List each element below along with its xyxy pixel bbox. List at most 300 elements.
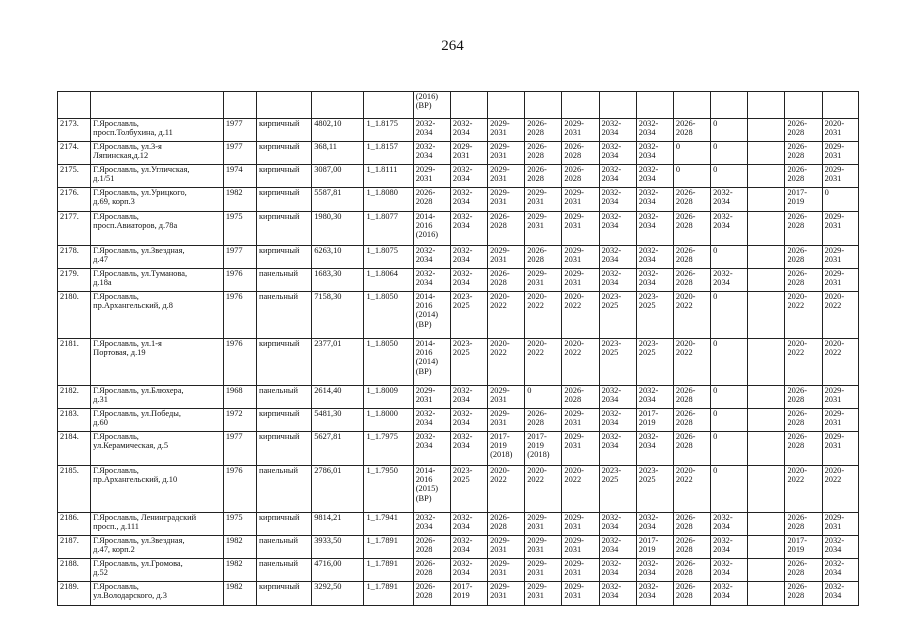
cell-date: 2029- 2031	[562, 559, 599, 582]
cell-area: 1683,30	[312, 269, 364, 292]
cell-date: 0	[822, 188, 858, 212]
cell-date	[748, 409, 785, 432]
cell-address: Г.Ярославль, ул.1-я Портовая, д.19	[91, 339, 224, 386]
cell-date: 2029- 2031	[562, 188, 599, 212]
cell-date: 2032- 2034	[599, 386, 636, 409]
cell-date: 2032- 2034	[450, 246, 487, 269]
cell-date: 2026- 2028	[673, 582, 710, 606]
cell-material: кирпичный	[256, 119, 311, 142]
cell-date: 2026- 2028	[673, 513, 710, 536]
cell-date: 2029- 2031	[488, 165, 525, 188]
cell-date: 0	[711, 165, 748, 188]
cell-material: панельный	[256, 536, 311, 559]
cell-date: 2023- 2025	[636, 292, 673, 339]
cell-date: 2032- 2034	[599, 188, 636, 212]
cell-date	[748, 212, 785, 246]
cell-date: 2032- 2034	[450, 513, 487, 536]
cell-num: 2187.	[58, 536, 91, 559]
cell-code: 1_1.8064	[364, 269, 413, 292]
cell-date: 0	[711, 142, 748, 165]
cell-num: 2176.	[58, 188, 91, 212]
cell-date: 2020- 2022	[488, 339, 525, 386]
cell-date: 2032- 2034	[636, 246, 673, 269]
cell-date: 2029- 2031	[525, 582, 562, 606]
cell-date: 2029- 2031	[488, 386, 525, 409]
cell-date: 2029- 2031	[525, 559, 562, 582]
cell-date: 2020- 2022	[785, 292, 822, 339]
cell-num: 2180.	[58, 292, 91, 339]
cell-date: 2032- 2034	[413, 432, 450, 466]
cell-date: 2020- 2022	[673, 292, 710, 339]
cell-date	[748, 292, 785, 339]
cell-date: 2032- 2034	[413, 409, 450, 432]
cell-date: 2020- 2022	[822, 339, 858, 386]
cell-year: 1975	[223, 513, 256, 536]
cell-date: 2032- 2034	[599, 536, 636, 559]
cell-address: Г.Ярославль, ул.Володарского, д.3	[91, 582, 224, 606]
table-row	[58, 269, 859, 292]
cell-address: Г.Ярославль, ул.Звездная, д.47, корп.2	[91, 536, 224, 559]
cell-address: Г.Ярославль, ул.Блюхера, д.31	[91, 386, 224, 409]
cell-date: 2026- 2028	[673, 559, 710, 582]
cell-date: 2032- 2034	[711, 269, 748, 292]
cell-date	[748, 92, 785, 119]
cell-area: 2614,40	[312, 386, 364, 409]
cell-date: 2032- 2034	[450, 269, 487, 292]
cell-address: Г.Ярославль, ул.3-я Ляпинская,д.12	[91, 142, 224, 165]
cell-date: 2023- 2025	[636, 339, 673, 386]
cell-date: 2032- 2034	[636, 165, 673, 188]
table-row	[58, 559, 859, 582]
cell-date: 2026- 2028	[525, 246, 562, 269]
cell-address: Г.Ярославль, ул.Звездная, д.47	[91, 246, 224, 269]
cell-date: 2032- 2034	[636, 559, 673, 582]
cell-date: 2029- 2031	[488, 582, 525, 606]
cell-date: 2032- 2034	[413, 142, 450, 165]
cell-date: 0	[711, 292, 748, 339]
cell-date: 2029- 2031	[822, 212, 858, 246]
cell-date	[748, 513, 785, 536]
cell-year: 1977	[223, 246, 256, 269]
cell-year: 1977	[223, 119, 256, 142]
cell-code	[364, 92, 413, 119]
cell-date: 2029- 2031	[822, 142, 858, 165]
cell-date: 0	[711, 409, 748, 432]
cell-material	[256, 92, 311, 119]
cell-date	[599, 92, 636, 119]
cell-date: 2026- 2028	[785, 386, 822, 409]
cell-date: 2029- 2031	[525, 269, 562, 292]
cell-date: 0	[673, 165, 710, 188]
cell-date: 2032- 2034	[599, 432, 636, 466]
cell-date: 2032- 2034	[636, 432, 673, 466]
cell-date: 2032- 2034	[636, 188, 673, 212]
cell-date: 0	[711, 246, 748, 269]
page-number: 264	[441, 38, 464, 54]
cell-num: 2173.	[58, 119, 91, 142]
cell-address: Г.Ярославль, ул.Угличская, д.1/51	[91, 165, 224, 188]
table-row	[58, 165, 859, 188]
cell-material: панельный	[256, 559, 311, 582]
cell-date: 2026- 2028	[673, 246, 710, 269]
cell-date: 2029- 2031	[562, 269, 599, 292]
cell-address: Г.Ярославль, пр.Архангельский, д.8	[91, 292, 224, 339]
cell-year: 1974	[223, 165, 256, 188]
cell-address	[91, 92, 224, 119]
cell-date: 2032- 2034	[711, 188, 748, 212]
cell-date: 2029- 2031	[488, 142, 525, 165]
cell-date: 0	[711, 339, 748, 386]
cell-date: 2014- 2016 (2014) (ВР)	[413, 292, 450, 339]
cell-material: кирпичный	[256, 582, 311, 606]
cell-date: 2032- 2034	[636, 142, 673, 165]
cell-date: 2017- 2019	[636, 409, 673, 432]
cell-date: 2029- 2031	[488, 559, 525, 582]
cell-date: 2032- 2034	[450, 188, 487, 212]
cell-material: кирпичный	[256, 409, 311, 432]
cell-code: 1_1.7891	[364, 559, 413, 582]
cell-code: 1_1.8050	[364, 292, 413, 339]
cell-date: 2032- 2034	[413, 119, 450, 142]
cell-date	[525, 92, 562, 119]
cell-code: 1_1.7941	[364, 513, 413, 536]
cell-date: 2032- 2034	[636, 513, 673, 536]
cell-date	[748, 466, 785, 513]
cell-year: 1972	[223, 409, 256, 432]
cell-date: 2026- 2028	[673, 432, 710, 466]
cell-date: 2032- 2034	[599, 513, 636, 536]
table-row	[58, 513, 859, 536]
cell-date: 2029- 2031	[488, 536, 525, 559]
cell-date: 2032- 2034	[711, 582, 748, 606]
cell-date: 2032- 2034	[711, 536, 748, 559]
cell-date: 2026- 2028	[785, 212, 822, 246]
cell-date: 2029- 2031	[822, 165, 858, 188]
cell-date: 2032- 2034	[636, 386, 673, 409]
cell-date	[748, 269, 785, 292]
cell-num	[58, 92, 91, 119]
cell-date: 2029- 2031	[562, 119, 599, 142]
cell-date: 2032- 2034	[599, 212, 636, 246]
cell-date: 2020- 2022	[822, 466, 858, 513]
cell-date	[748, 339, 785, 386]
cell-date: 2032- 2034	[450, 119, 487, 142]
cell-date	[636, 92, 673, 119]
cell-area: 2786,01	[312, 466, 364, 513]
cell-material: кирпичный	[256, 513, 311, 536]
cell-date: 2014- 2016 (2016)	[413, 212, 450, 246]
cell-year: 1982	[223, 559, 256, 582]
cell-date: 2032- 2034	[636, 269, 673, 292]
cell-year: 1982	[223, 536, 256, 559]
cell-date: 2026- 2028	[413, 582, 450, 606]
cell-num: 2175.	[58, 165, 91, 188]
cell-date: 2023- 2025	[599, 292, 636, 339]
cell-address: Г.Ярославль, просп.Толбухина, д.11	[91, 119, 224, 142]
cell-date	[748, 142, 785, 165]
cell-date: 2026- 2028	[785, 142, 822, 165]
cell-date: 2032- 2034	[450, 212, 487, 246]
cell-date: 2029- 2031	[562, 246, 599, 269]
cell-date	[748, 246, 785, 269]
cell-date: 2026- 2028	[525, 409, 562, 432]
cell-date: 2026- 2028	[525, 165, 562, 188]
cell-date: 2017- 2019 (2018)	[488, 432, 525, 466]
cell-date: 2029- 2031	[562, 582, 599, 606]
cell-year: 1982	[223, 582, 256, 606]
cell-date: 2026- 2028	[673, 536, 710, 559]
cell-date: 0	[525, 386, 562, 409]
cell-date: 2020- 2022	[525, 292, 562, 339]
cell-address: Г.Ярославль, ул.Громова, д.52	[91, 559, 224, 582]
cell-date: (2016) (ВР)	[413, 92, 450, 119]
cell-date: 2026- 2028	[673, 386, 710, 409]
cell-date: 2029- 2031	[562, 432, 599, 466]
cell-year	[223, 92, 256, 119]
cell-date: 2032- 2034	[450, 559, 487, 582]
cell-num: 2182.	[58, 386, 91, 409]
cell-date: 2029- 2031	[450, 142, 487, 165]
cell-date: 2032- 2034	[450, 409, 487, 432]
cell-material: панельный	[256, 269, 311, 292]
cell-date: 2032- 2034	[822, 559, 858, 582]
cell-date: 2029- 2031	[822, 269, 858, 292]
cell-code: 1_1.8111	[364, 165, 413, 188]
cell-date: 2026- 2028	[673, 212, 710, 246]
cell-date: 0	[711, 119, 748, 142]
table-row	[58, 409, 859, 432]
cell-code: 1_1.7891	[364, 582, 413, 606]
cell-date: 0	[711, 432, 748, 466]
table-row	[58, 119, 859, 142]
cell-date: 2026- 2028	[562, 165, 599, 188]
cell-date: 2020- 2022	[562, 292, 599, 339]
cell-area	[312, 92, 364, 119]
cell-date: 2029- 2031	[413, 165, 450, 188]
cell-date: 2032- 2034	[599, 582, 636, 606]
cell-num: 2183.	[58, 409, 91, 432]
cell-date: 2032- 2034	[450, 165, 487, 188]
cell-date: 2032- 2034	[599, 409, 636, 432]
cell-material: кирпичный	[256, 142, 311, 165]
cell-address: Г.Ярославль, ул.Туманова, д.18а	[91, 269, 224, 292]
cell-date	[748, 119, 785, 142]
cell-date: 2029- 2031	[413, 386, 450, 409]
cell-date: 2017- 2019 (2018)	[525, 432, 562, 466]
cell-date: 2032- 2034	[711, 513, 748, 536]
table-row	[58, 246, 859, 269]
cell-date: 2026- 2028	[488, 212, 525, 246]
cell-date	[488, 92, 525, 119]
cell-address: Г.Ярославль, ул.Победы, д.60	[91, 409, 224, 432]
cell-code: 1_1.8077	[364, 212, 413, 246]
cell-date: 2026- 2028	[785, 559, 822, 582]
cell-date: 2029- 2031	[562, 513, 599, 536]
cell-date	[748, 165, 785, 188]
cell-date: 2020- 2022	[562, 466, 599, 513]
cell-date: 2029- 2031	[822, 246, 858, 269]
cell-date: 2023- 2025	[599, 339, 636, 386]
cell-area: 3292,50	[312, 582, 364, 606]
cell-date	[748, 386, 785, 409]
cell-area: 5587,81	[312, 188, 364, 212]
cell-date: 2026- 2028	[785, 409, 822, 432]
cell-material: панельный	[256, 466, 311, 513]
cell-date: 2014- 2016 (2015) (ВР)	[413, 466, 450, 513]
cell-area: 4716,00	[312, 559, 364, 582]
cell-year: 1977	[223, 142, 256, 165]
cell-date: 2029- 2031	[525, 188, 562, 212]
cell-date: 2023- 2025	[450, 466, 487, 513]
cell-material: панельный	[256, 386, 311, 409]
cell-address: Г.Ярославль, ул.Урицкого, д.69, корп.3	[91, 188, 224, 212]
cell-year: 1968	[223, 386, 256, 409]
cell-date	[822, 92, 858, 119]
cell-num: 2177.	[58, 212, 91, 246]
cell-address: Г.Ярославль, просп.Авиаторов, д.78а	[91, 212, 224, 246]
cell-date: 2032- 2034	[450, 432, 487, 466]
cell-num: 2188.	[58, 559, 91, 582]
cell-date: 0	[711, 386, 748, 409]
cell-date	[748, 582, 785, 606]
cell-date: 2026- 2028	[413, 188, 450, 212]
cell-date: 2032- 2034	[636, 582, 673, 606]
cell-date	[562, 92, 599, 119]
cell-date: 2032- 2034	[599, 165, 636, 188]
continuation-row	[58, 92, 859, 119]
cell-date: 2020- 2022	[562, 339, 599, 386]
cell-code: 1_1.8175	[364, 119, 413, 142]
cell-date	[711, 92, 748, 119]
housing-registry-table	[57, 91, 859, 606]
cell-code: 1_1.7975	[364, 432, 413, 466]
cell-date: 2020- 2022	[525, 466, 562, 513]
cell-date: 2026- 2028	[413, 536, 450, 559]
cell-date: 2026- 2028	[785, 432, 822, 466]
cell-date	[748, 188, 785, 212]
cell-material: кирпичный	[256, 432, 311, 466]
cell-date: 2032- 2034	[413, 269, 450, 292]
cell-year: 1975	[223, 212, 256, 246]
cell-address: Г.Ярославль, Ленинградский просп., д.111	[91, 513, 224, 536]
cell-date: 2032- 2034	[822, 536, 858, 559]
table-row	[58, 292, 859, 339]
cell-date: 2029- 2031	[562, 212, 599, 246]
cell-date: 2026- 2028	[785, 269, 822, 292]
cell-date: 2026- 2028	[488, 513, 525, 536]
table-row	[58, 188, 859, 212]
cell-date	[673, 92, 710, 119]
cell-code: 1_1.8000	[364, 409, 413, 432]
cell-date: 2032- 2034	[599, 269, 636, 292]
cell-date: 2029- 2031	[822, 409, 858, 432]
cell-date: 2026- 2028	[673, 269, 710, 292]
table-row	[58, 536, 859, 559]
cell-date: 2029- 2031	[822, 432, 858, 466]
cell-date	[785, 92, 822, 119]
cell-date	[748, 559, 785, 582]
cell-date: 2020- 2022	[488, 292, 525, 339]
cell-date: 2032- 2034	[822, 582, 858, 606]
cell-date: 2026- 2028	[673, 119, 710, 142]
cell-date: 2020- 2022	[785, 466, 822, 513]
cell-num: 2185.	[58, 466, 91, 513]
cell-num: 2184.	[58, 432, 91, 466]
cell-date: 2026- 2028	[525, 142, 562, 165]
cell-date: 2032- 2034	[599, 119, 636, 142]
cell-date: 2026- 2028	[525, 119, 562, 142]
cell-area: 6263,10	[312, 246, 364, 269]
cell-date: 2023- 2025	[450, 292, 487, 339]
cell-year: 1976	[223, 466, 256, 513]
cell-year: 1977	[223, 432, 256, 466]
table-row	[58, 339, 859, 386]
cell-date: 2029- 2031	[525, 212, 562, 246]
cell-area: 368,11	[312, 142, 364, 165]
cell-date: 2017- 2019	[636, 536, 673, 559]
cell-area: 5481,30	[312, 409, 364, 432]
cell-area: 7158,30	[312, 292, 364, 339]
cell-date: 2029- 2031	[525, 513, 562, 536]
cell-area: 1980,30	[312, 212, 364, 246]
cell-date: 2029- 2031	[822, 513, 858, 536]
cell-area: 4802,10	[312, 119, 364, 142]
cell-date: 2032- 2034	[450, 536, 487, 559]
cell-date: 2029- 2031	[488, 188, 525, 212]
cell-num: 2186.	[58, 513, 91, 536]
cell-date: 2026- 2028	[785, 513, 822, 536]
cell-date: 2026- 2028	[673, 188, 710, 212]
cell-date	[748, 536, 785, 559]
cell-code: 1_1.8075	[364, 246, 413, 269]
cell-date: 2029- 2031	[488, 119, 525, 142]
cell-material: кирпичный	[256, 246, 311, 269]
cell-date: 2020- 2022	[525, 339, 562, 386]
cell-code: 1_1.7950	[364, 466, 413, 513]
cell-code: 1_1.7891	[364, 536, 413, 559]
cell-area: 3933,50	[312, 536, 364, 559]
cell-date: 2026- 2028	[562, 142, 599, 165]
cell-code: 1_1.8009	[364, 386, 413, 409]
cell-date: 2020- 2022	[822, 292, 858, 339]
cell-date: 2032- 2034	[599, 559, 636, 582]
cell-date: 2026- 2028	[785, 165, 822, 188]
cell-date	[450, 92, 487, 119]
cell-code: 1_1.8050	[364, 339, 413, 386]
cell-date: 2026- 2028	[785, 582, 822, 606]
cell-material: кирпичный	[256, 339, 311, 386]
table-row	[58, 386, 859, 409]
cell-date: 2029- 2031	[562, 536, 599, 559]
cell-year: 1976	[223, 292, 256, 339]
cell-date: 2026- 2028	[785, 246, 822, 269]
cell-date: 2029- 2031	[488, 246, 525, 269]
cell-date: 2032- 2034	[413, 246, 450, 269]
cell-year: 1976	[223, 339, 256, 386]
cell-year: 1982	[223, 188, 256, 212]
cell-date: 2029- 2031	[822, 386, 858, 409]
table-row	[58, 466, 859, 513]
cell-date: 2032- 2034	[599, 142, 636, 165]
cell-num: 2174.	[58, 142, 91, 165]
cell-date: 2029- 2031	[562, 409, 599, 432]
cell-code: 1_1.8080	[364, 188, 413, 212]
cell-area: 9814,21	[312, 513, 364, 536]
cell-material: кирпичный	[256, 165, 311, 188]
cell-date: 2023- 2025	[450, 339, 487, 386]
cell-material: кирпичный	[256, 212, 311, 246]
cell-date: 2026- 2028	[413, 559, 450, 582]
